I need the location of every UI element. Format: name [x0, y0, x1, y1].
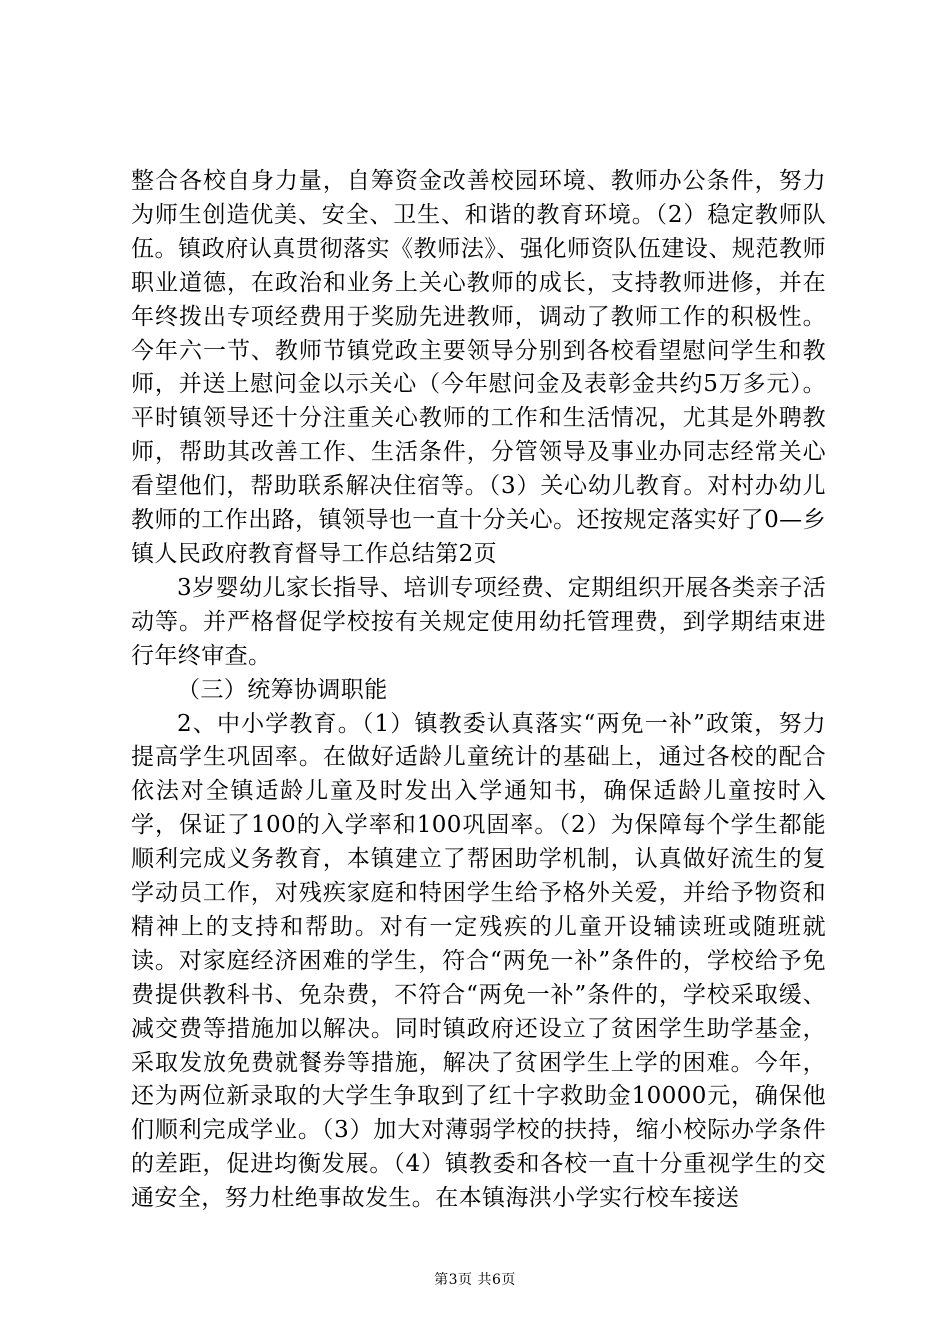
- paragraph-primary-secondary-education: 2、中小学教育。（1）镇教委认真落实“两免一补”政策，努力提高学生巩固率。在做好适龄儿童统计的基础上，通过各校的配合依法对全镇适龄儿童及时发出入学通知书，确保适龄儿童按时入学，保证了100的入学率和100巩固率。（2）为保障每个学生都能顺利完成义务教育，本镇建立了帮困助学机制，认真做好流生的复学动员工作，对残疾家庭和特困学生给予格外关爱，并给予物资和精神上的支持和帮助。对有一定残疾的儿童开设辅读班或随班就读。对家庭经济困难的学生，符合“两免一补”条件的，学校给予免费提供教科书、免杂费，不符合“两免一补”条件的，学校采取缓、减交费等措施加以解决。同时镇政府还设立了贫困学生助学基金，采取发放免费就餐券等措施，解决了贫困学生上学的困难。今年，还为两位新录取的大学生争取到了红十字救助金10000元，确保他们顺利完成学业。（3）加大对薄弱学校的扶持，缩小校际办学条件的差距，促进均衡发展。（4）镇教委和各校一直十分重视学生的交通安全，努力杜绝事故发生。在本镇海洪小学实行校车接送: [131, 710, 826, 1212]
- page-footer: 第3页 共6页: [434, 1272, 516, 1288]
- section-heading: （三）统筹协调职能: [177, 676, 388, 703]
- document-body: [131, 165, 826, 1216]
- paragraph-continued: 整合各校自身力量，自筹资金改善校园环境、教师办公条件，努力为师生创造优美、安全、卫生、和谐的教育环境。（2）稳定教师队伍。镇政府认真贯彻落实《教师法》、强化师资队伍建设、规范教师职业道德，在政治和业务上关心教师的成长，支持教师进修，并在年终拨出专项经费用于奖励先进教师，调动了教师工作的积极性。今年六一节、教师节镇党政主要领导分别到各校看望慰问学生和教师，并送上慰问金以示关心（今年慰问金及表彰金共约5万多元）。平时镇领导还十分注重关心教师的工作和生活情况，尤其是外聘教师，帮助其改善工作、生活条件，分管领导及事业办同志经常关心看望他们，帮助联系解决住宿等。（3）关心幼儿教育。对村办幼儿教师的工作出路，镇领导也一直十分关心。还按规定落实好了0—乡镇人民政府教育督导工作总结第2页: [131, 168, 826, 567]
- paragraph-infant-education: 3岁婴幼儿家长指导、培训专项经费、定期组织开展各类亲子活动等。并严格督促学校按有关规定使用幼托管理费，到学期结束进行年终审查。: [131, 574, 826, 669]
